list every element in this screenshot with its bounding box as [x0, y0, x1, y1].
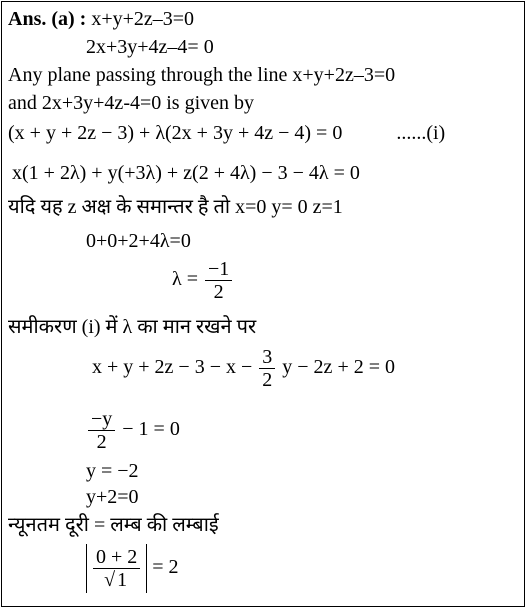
distance-formula: [86, 544, 179, 593]
sqrt-radicand: 1: [117, 569, 128, 591]
substituted-equation: 0+0+2+4λ=0: [86, 230, 191, 252]
hindi-parallel-condition: यदि यह z अक्ष के समान्तर है तो x=0 y= 0 z=1: [8, 196, 343, 218]
absolute-value: [86, 544, 147, 593]
y-numerator: −y: [88, 408, 115, 431]
plane-equation: (x + y + 2z − 3) + λ(2x + 3y + 4z − 4) = 0: [8, 122, 343, 144]
lambda-fraction: [205, 258, 232, 303]
distance-rhs: = 2: [152, 556, 179, 579]
sub-eq2-denominator: 2: [262, 369, 273, 391]
plane-equation-line: [8, 122, 445, 144]
lambda-value: [172, 258, 234, 303]
hindi-substitute-text: समीकरण (i) में λ का मान रखने पर: [8, 316, 257, 338]
sub-eq2-numerator: 3: [259, 346, 275, 369]
y-equation-rest: − 1 = 0: [122, 418, 180, 441]
answer-heading-line: [8, 8, 194, 30]
y-value: y = −2: [86, 460, 139, 482]
expanded-equation: x(1 + 2λ) + y(+3λ) + z(2 + 4λ) − 3 − 4λ = 0: [12, 162, 360, 184]
y-denominator: 2: [96, 431, 107, 453]
plane-final: y+2=0: [86, 486, 139, 508]
equation-2: 2x+3y+4z–4= 0: [86, 36, 214, 58]
y-fraction: [88, 408, 115, 453]
sub-eq2-fraction: [259, 346, 275, 391]
y-equation: [86, 408, 180, 453]
sub-eq2-part1: x + y + 2z − 3 − x −: [92, 356, 253, 379]
lambda-lhs: λ =: [172, 268, 198, 291]
lambda-denominator: 2: [213, 281, 224, 303]
distance-numerator: 0 + 2: [93, 546, 140, 569]
substituted-equation-2: [92, 346, 395, 391]
text-line-1: Any plane passing through the line x+y+2z–3=0: [8, 64, 396, 86]
distance-denominator: [93, 569, 140, 591]
sub-eq2-part2: y − 2z + 2 = 0: [282, 356, 395, 379]
equation-1: x+y+2z–3=0: [91, 8, 195, 30]
hindi-min-distance: न्यूनतम दूरी = लम्ब की लम्बाई: [8, 514, 219, 536]
plane-equation-ref: ......(i): [396, 122, 446, 144]
sqrt-icon: √: [104, 569, 116, 591]
distance-fraction: [93, 546, 140, 591]
answer-label: Ans. (a) :: [8, 8, 87, 30]
lambda-numerator: −1: [205, 258, 232, 281]
text-line-2: and 2x+3y+4z-4=0 is given by: [8, 92, 255, 114]
